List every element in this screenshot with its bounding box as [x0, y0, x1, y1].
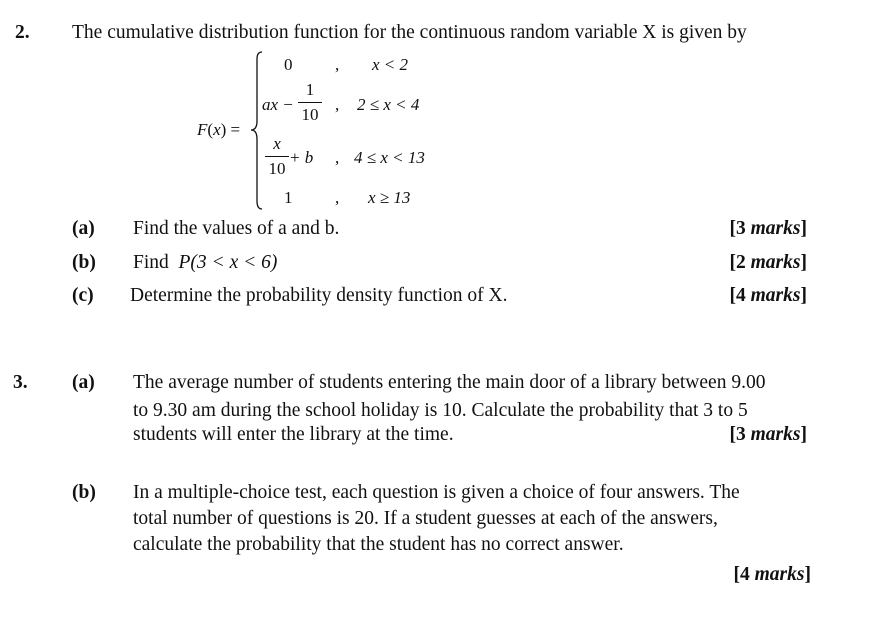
question-2-number: 2.: [15, 22, 30, 43]
marks-number: [3: [729, 424, 746, 445]
marks-number: [3: [729, 218, 746, 239]
q3-part-a-label: (a): [72, 372, 95, 393]
q3-part-a-line-3: students will enter the library at the time.: [133, 424, 454, 445]
question-3-number: 3.: [13, 372, 28, 393]
cdf-row-3-cond: 4 ≤ x < 13: [354, 148, 425, 167]
marks-number: [4: [729, 285, 746, 306]
marks-word: marks: [750, 285, 801, 306]
q2-part-b-prefix: Find: [133, 252, 169, 273]
cdf-row-3-frac-num: x: [273, 134, 281, 153]
cdf-row-2-frac-den: 10: [301, 105, 319, 124]
question-2-intro: The cumulative distribution function for the continuous random variable X is given by: [72, 22, 747, 43]
marks-number: [2: [729, 252, 746, 273]
q2-part-c-label: (c): [72, 285, 94, 306]
q2-part-c-marks: [730, 285, 807, 307]
marks-word: marks: [750, 252, 801, 273]
q3-part-a-line-1: The average number of students entering the main door of a library between 9.00: [133, 372, 766, 393]
cdf-row-3-suffix: + b: [289, 148, 314, 167]
marks-number: [4: [733, 564, 750, 585]
left-brace: [248, 51, 264, 211]
cdf-row-3-comma: ,: [335, 148, 340, 167]
q3-part-a-line-2: to 9.30 am during the school holiday is 10. Calculate the probability that 3 to 5: [133, 400, 748, 421]
marks-close: ]: [800, 218, 807, 239]
q3-part-b-line-2: total number of questions is 20. If a student guesses at each of the answers,: [133, 508, 718, 529]
marks-word: marks: [750, 424, 801, 445]
q2-part-a-text: Find the values of a and b.: [133, 218, 340, 239]
cdf-row-2-frac-num: 1: [305, 80, 315, 99]
cdf-row-4-expr: 1: [284, 188, 293, 207]
q2-part-b-text: [133, 252, 277, 274]
marks-close: ]: [804, 564, 811, 585]
q3-part-b-label: (b): [72, 482, 96, 503]
cdf-row-3-fraction: [265, 134, 289, 179]
q2-part-b-label: (b): [72, 252, 96, 273]
q2-part-a-label: (a): [72, 218, 95, 239]
cdf-row-1-comma: ,: [335, 55, 340, 74]
cdf-row-3-frac-den: 10: [268, 159, 286, 178]
marks-close: ]: [800, 424, 807, 445]
cdf-row-4-cond: x ≥ 13: [368, 188, 411, 207]
cdf-row-2-comma: ,: [335, 95, 340, 114]
cdf-row-4-comma: ,: [335, 188, 340, 207]
cdf-row-2-prefix: ax −: [262, 95, 294, 114]
q2-part-b-formula: P(3 < x < 6): [178, 252, 278, 273]
cdf-row-2-fraction: [298, 80, 322, 125]
cdf-row-2-cond: 2 ≤ x < 4: [357, 95, 420, 114]
cdf-lhs: F(x) =: [197, 120, 241, 139]
q3-part-b-marks: [734, 564, 811, 586]
q3-part-b-line-1: In a multiple-choice test, each question is given a choice of four answers. The: [133, 482, 740, 503]
q2-part-a-marks: [730, 218, 807, 240]
q3-part-a-marks: [730, 424, 807, 446]
q3-part-b-line-3: calculate the probability that the student has no correct answer.: [133, 534, 624, 555]
marks-word: marks: [754, 564, 805, 585]
marks-close: ]: [800, 252, 807, 273]
marks-close: ]: [800, 285, 807, 306]
q2-part-c-text: Determine the probability density function of X.: [130, 285, 508, 306]
marks-word: marks: [750, 218, 801, 239]
cdf-row-1-cond: x < 2: [372, 55, 409, 74]
q2-part-b-marks: [730, 252, 807, 274]
cdf-row-1-expr: 0: [284, 55, 293, 74]
